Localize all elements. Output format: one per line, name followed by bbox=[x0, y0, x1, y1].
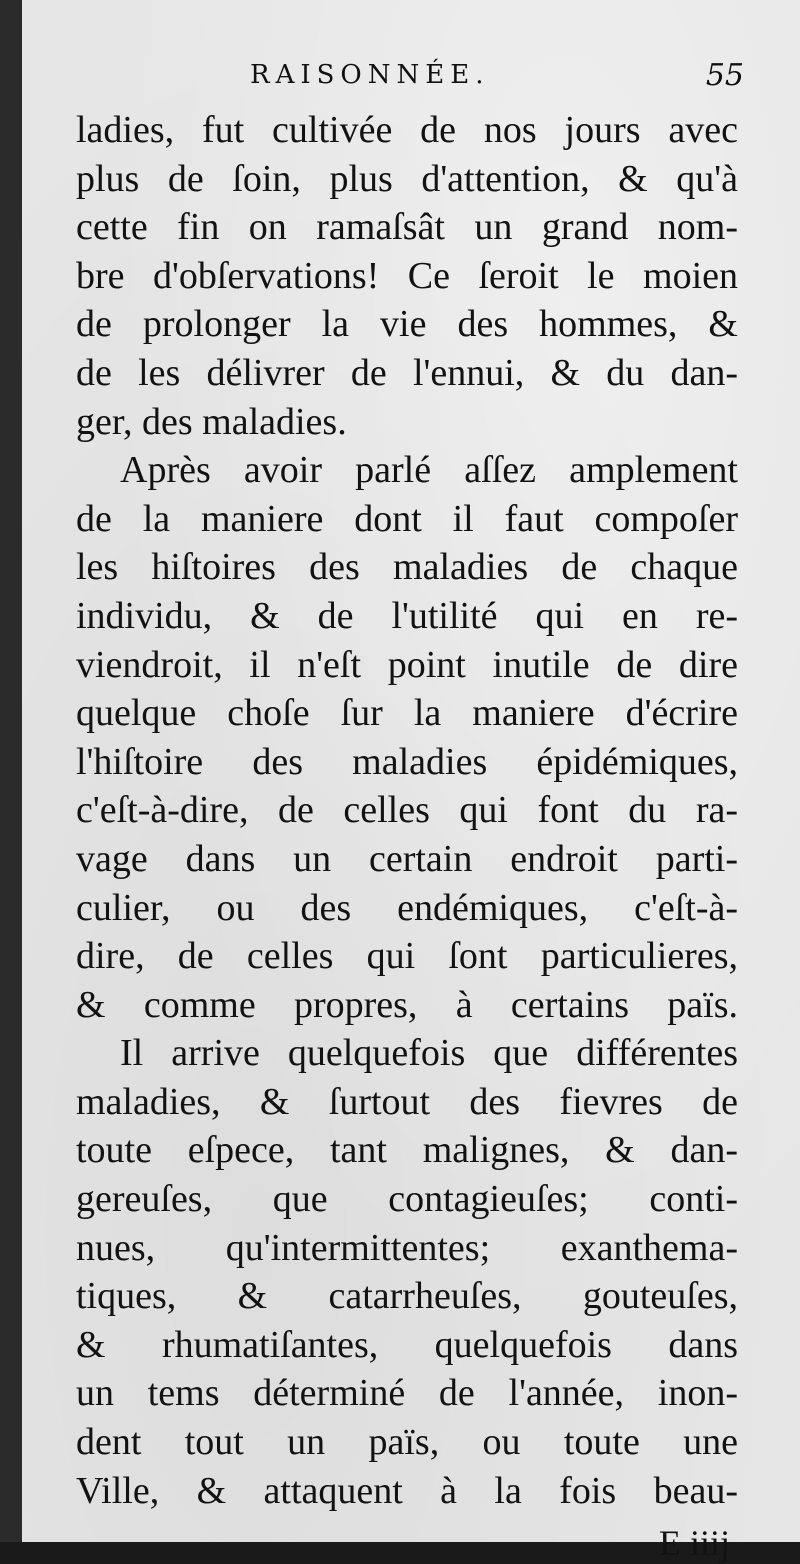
text-line: vage dans un certain endroit parti- bbox=[76, 837, 738, 880]
text-line: toute eſpece, tant malignes, & dan- bbox=[76, 1129, 738, 1172]
text-line: Il arrive quelquefois que différentes bbox=[120, 1032, 738, 1075]
text-line: quelque choſe ſur la maniere d'écrire bbox=[76, 692, 738, 735]
text-line: de la maniere dont il faut compoſer bbox=[76, 497, 738, 540]
text-line: culier, ou des endémiques, c'eſt-à- bbox=[76, 886, 738, 929]
text-line: tiques, & catarrheuſes, gouteuſes, bbox=[76, 1275, 738, 1318]
text-line: dent tout un païs, ou toute une bbox=[76, 1421, 738, 1464]
text-line: individu, & de l'utilité qui en re- bbox=[76, 594, 738, 637]
text-line: c'eſt-à-dire, de celles qui font du ra- bbox=[76, 789, 738, 832]
running-title: RAISONNÉE. bbox=[250, 60, 490, 90]
text-line: les hiſtoires des maladies de chaque bbox=[76, 546, 738, 589]
text-line: de prolonger la vie des hommes, & bbox=[76, 303, 738, 346]
text-line: gereuſes, que contagieuſes; conti- bbox=[76, 1178, 738, 1221]
text-line: l'hiſtoire des maladies épidémiques, bbox=[76, 740, 738, 783]
text-line: cette fin on ramaſsât un grand nom- bbox=[76, 206, 738, 249]
paragraph-3 bbox=[76, 1029, 738, 1515]
text-line: & rhumatiſantes, quelquefois dans bbox=[76, 1323, 738, 1366]
text-line: maladies, & ſurtout des fievres de bbox=[76, 1080, 738, 1123]
body-text bbox=[76, 106, 738, 1515]
text-line: ladies, fut cultivée de nos jours avec bbox=[76, 109, 738, 151]
page-number: 55 bbox=[705, 58, 744, 93]
book-page bbox=[22, 0, 800, 1563]
text-line: viendroit, il n'eſt point inutile de dire bbox=[76, 643, 738, 686]
page-content bbox=[76, 58, 744, 1563]
text-line: bre d'obſervations! Ce ſeroit le moien bbox=[76, 254, 738, 297]
text-line: ger, des maladies. bbox=[76, 400, 347, 443]
text-line: & comme propres, à certains païs. bbox=[76, 983, 738, 1026]
paragraph-2 bbox=[76, 446, 738, 1029]
running-head bbox=[76, 58, 744, 106]
text-line: dire, de celles qui ſont particulieres, bbox=[76, 935, 738, 978]
text-line: de les délivrer de l'ennui, & du dan- bbox=[76, 351, 738, 394]
text-line: Après avoir parlé aſſez amplement bbox=[120, 449, 738, 492]
text-line: Ville, & attaquent à la fois beau- bbox=[76, 1469, 738, 1512]
text-line: plus de ſoin, plus d'attention, & qu'à bbox=[76, 157, 738, 200]
text-line: un tems déterminé de l'année, inon- bbox=[76, 1372, 738, 1415]
text-line: nues, qu'intermittentes; exanthema- bbox=[76, 1226, 738, 1269]
paragraph-1 bbox=[76, 106, 738, 446]
catchword-signature: E iiij bbox=[659, 1523, 730, 1563]
